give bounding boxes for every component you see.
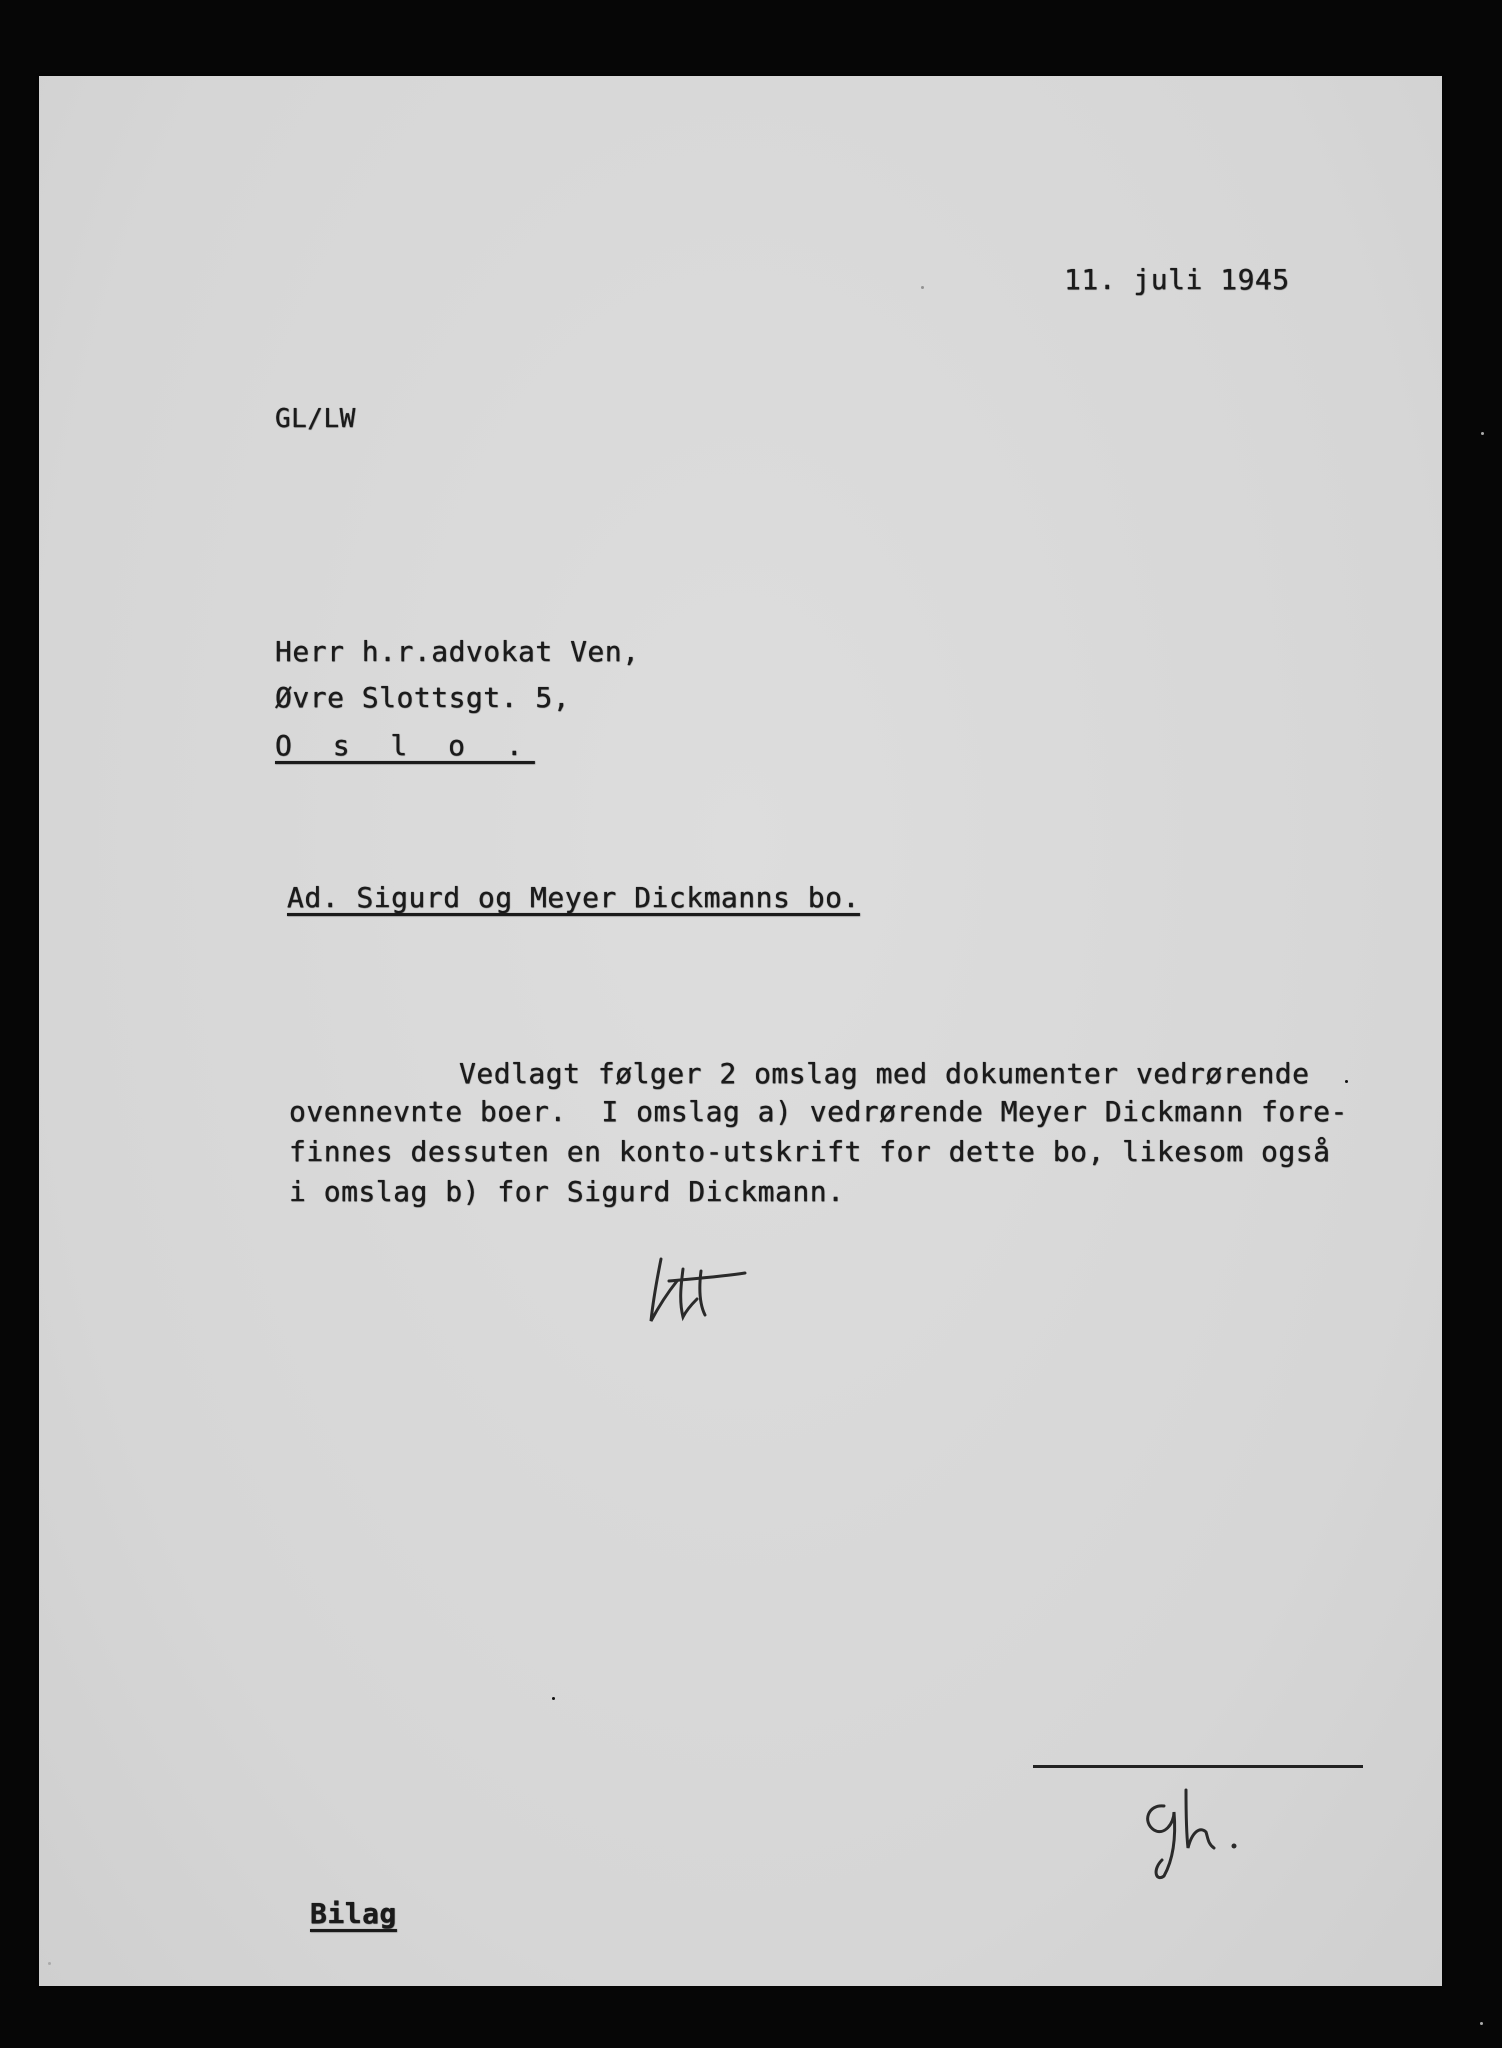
body-line-2: ovennevnte boer. I omslag a) vedrørende Meyer Dickmann fore- — [289, 1095, 1348, 1128]
recipient-city: O s l o . — [275, 729, 535, 762]
scan-speck — [1481, 432, 1484, 435]
recipient-name-line: Herr h.r.advokat Ven, — [275, 635, 640, 668]
letter-date: 11. juli 1945 — [1064, 263, 1290, 296]
subject-line: Ad. Sigurd og Meyer Dickmanns bo. — [287, 881, 860, 914]
paper-speck — [921, 286, 924, 289]
paper-speck — [1345, 1080, 1348, 1083]
recipient-address-line: Øvre Slottsgt. 5, — [275, 681, 571, 714]
paper-speck — [552, 1697, 555, 1700]
enclosure-label: Bilag — [310, 1897, 397, 1930]
signature-line — [1033, 1765, 1363, 1768]
body-line-3: finnes dessuten en konto-utskrift for dette bo, likesom også — [289, 1135, 1331, 1168]
body-line-1: Vedlagt følger 2 omslag med dokumenter vedrørende — [459, 1057, 1310, 1090]
scan-speck — [1480, 2022, 1483, 2025]
handwritten-signature — [1134, 1786, 1284, 1886]
letter-page — [39, 76, 1442, 1986]
reference-code: GL/LW — [275, 404, 356, 434]
handwritten-initials-mark — [639, 1251, 759, 1331]
scan-speck — [48, 1962, 51, 1965]
body-line-4: i omslag b) for Sigurd Dickmann. — [289, 1175, 845, 1208]
